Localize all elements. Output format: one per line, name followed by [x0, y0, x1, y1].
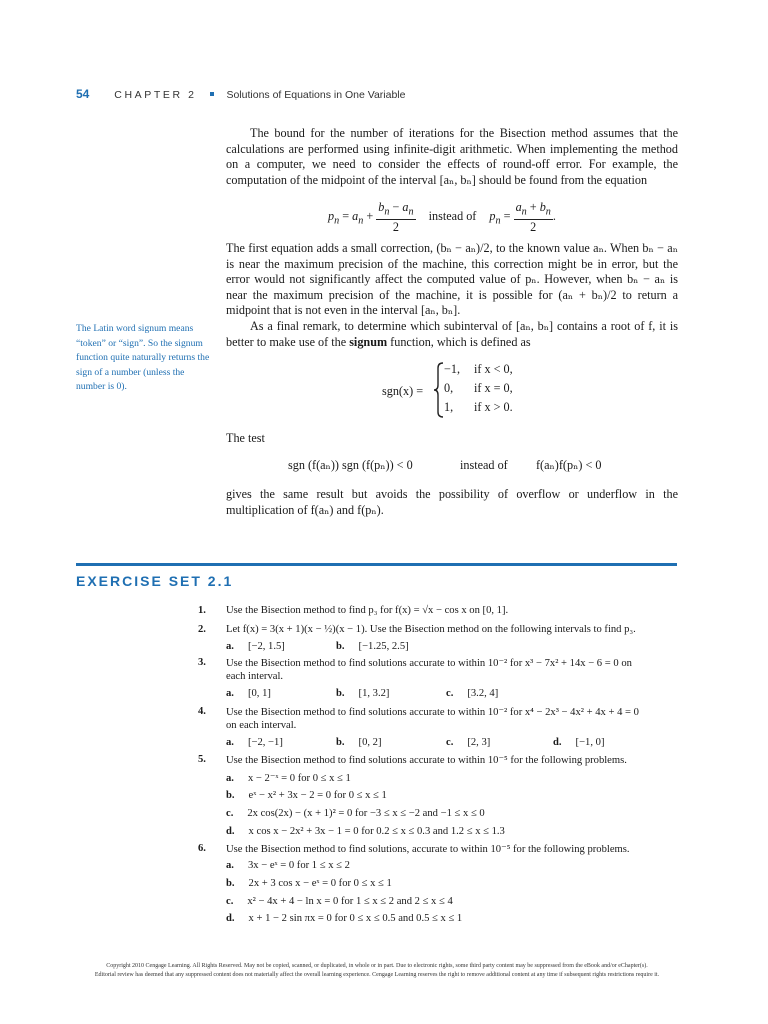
copyright-footer: Copyright 2010 Cengage Learning. All Rights Reserved. May not be copied, scanned, or duplicated, in whole or in part. Due to electronic rights, some third party content may be suppressed from the eBook and/or eChapter(s). Editorial review has deemed that any suppressed content does not materially affect the overall learning experience. Cengage Learning reserves the right to remove additional content at any time if subsequent rights restrictions require it.: [94, 963, 660, 978]
test-equation: sgn (f(aₙ)) sgn (f(pₙ)) < 0: [288, 458, 413, 472]
sgn-lhs: sgn(x) =: [382, 384, 424, 398]
exercise-number: 3.: [198, 657, 206, 668]
chapter-title: Solutions of Equations in One Variable: [226, 89, 406, 101]
paragraph-1: The bound for the number of iterations for the Bisection method assumes that the calculations are performed using infinite-digit arithmetic. When implementing the method on a computer, we need to consider the effects of round-off error. For example, the computation of the midpoint of the interval [aₙ, bₙ] should be found from the equation: [226, 126, 678, 187]
exercise-3a: a. [0, 1]: [226, 688, 271, 699]
margin-note: The Latin word signum means “token” or “sign”. So the signum function quite naturally returns the sign of a number (unless the number is 0).: [76, 323, 210, 392]
page-header: [76, 87, 405, 101]
header-separator: [210, 92, 214, 96]
exercise-1-text: Use the Bisection method to find p₃ for f(x) = √x − cos x on [0, 1].: [226, 605, 509, 616]
exercise-number: 6.: [198, 843, 206, 854]
exercise-number: 1.: [198, 605, 206, 616]
exercise-2b: b. [−1.25, 2.5]: [336, 641, 409, 652]
exercise-5-text: Use the Bisection method to find solutions accurate to within 10⁻⁵ for the following problems.: [226, 755, 627, 766]
paragraph-2: The first equation adds a small correction, (bₙ − aₙ)/2, to the known value aₙ. When bₙ − aₙ is near the maximum precision of the machine, this correction might be in error, but the error would not significantly affect the computed value of pₙ. However, when bₙ − aₙ is near the maximum precision of the machine, it is possible for (aₙ + bₙ)/2 to return a midpoint that is not even in the interval [aₙ, bₙ].: [226, 241, 678, 318]
exercise-5d: d. x cos x − 2x² + 3x − 1 = 0 for 0.2 ≤ x ≤ 0.3 and 1.2 ≤ x ≤ 1.3: [226, 826, 505, 837]
exercise-2a: a. [−2, 1.5]: [226, 641, 285, 652]
test-rhs: f(aₙ)f(pₙ) < 0: [536, 458, 602, 472]
section-rule: [76, 563, 677, 566]
midpoint-equation: $p_n = a_n$ + $\frac{b_n - a_n}{2}$ instead of $p_n$ = $\frac{a_n + b_n}{2}$ .: [328, 200, 556, 235]
exercise-set-title: EXERCISE SET 2.1: [76, 573, 234, 589]
signum-term: signum: [349, 334, 388, 349]
test-instead-of: instead of: [460, 458, 508, 472]
exercise-number: 2.: [198, 624, 206, 635]
paragraph-4: gives the same result but avoids the possibility of overflow or underflow in the multiplication of f(aₙ) and f(pₙ).: [226, 487, 678, 517]
exercise-number: 5.: [198, 754, 206, 765]
exercise-4a: a. [−2, −1]: [226, 737, 283, 748]
exercise-5c: c. 2x cos(2x) − (x + 1)² = 0 for −3 ≤ x ≤ −2 and −1 ≤ x ≤ 0: [226, 808, 485, 819]
exercise-4b: b. [0, 2]: [336, 737, 382, 748]
exercise-3b: b. [1, 3.2]: [336, 688, 390, 699]
exercise-2-text: Let f(x) = 3(x + 1)(x − ½)(x − 1). Use the Bisection method on the following intervals to find p₃.: [226, 624, 636, 635]
left-brace-icon: [434, 362, 444, 418]
exercise-6b: b. 2x + 3 cos x − eˣ = 0 for 0 ≤ x ≤ 1: [226, 878, 392, 889]
exercise-number: 4.: [198, 706, 206, 717]
exercise-3-text: Use the Bisection method to find solutions accurate to within 10⁻² for x³ − 7x² + 14x − 6 = 0 on: [226, 658, 632, 669]
exercise-3c: c. [3.2, 4]: [446, 688, 499, 699]
the-test-label: The test: [226, 431, 265, 445]
exercise-6d: d. x + 1 − 2 sin πx = 0 for 0 ≤ x ≤ 0.5 and 0.5 ≤ x ≤ 1: [226, 913, 463, 924]
exercise-4-text: Use the Bisection method to find solutions accurate to within 10⁻² for x⁴ − 2x³ − 4x² + 4x + 4 = 0: [226, 707, 639, 718]
paragraph-3: As a final remark, to determine which subinterval of [aₙ, bₙ] contains a root of f, it is better to make use of the signum function, which is defined as: [226, 319, 678, 349]
exercise-3-text-cont: each interval.: [226, 671, 284, 682]
exercise-6c: c. x² − 4x + 4 − ln x = 0 for 1 ≤ x ≤ 2 and 2 ≤ x ≤ 4: [226, 896, 453, 907]
exercise-5a: a. x − 2⁻ˣ = 0 for 0 ≤ x ≤ 1: [226, 773, 351, 784]
exercise-6-text: Use the Bisection method to find solutions, accurate to within 10⁻⁵ for the following problems.: [226, 844, 630, 855]
chapter-label: CHAPTER 2: [114, 89, 197, 101]
exercise-4d: d. [−1, 0]: [553, 737, 605, 748]
page-number: 54: [76, 87, 90, 101]
exercise-5b: b. eˣ − x² + 3x − 2 = 0 for 0 ≤ x ≤ 1: [226, 790, 387, 801]
exercise-4c: c. [2, 3]: [446, 737, 491, 748]
instead-of-label: instead of: [428, 209, 477, 224]
exercise-6a: a. 3x − eˣ = 0 for 1 ≤ x ≤ 2: [226, 860, 350, 871]
exercise-4-text-cont: on each interval.: [226, 720, 297, 731]
